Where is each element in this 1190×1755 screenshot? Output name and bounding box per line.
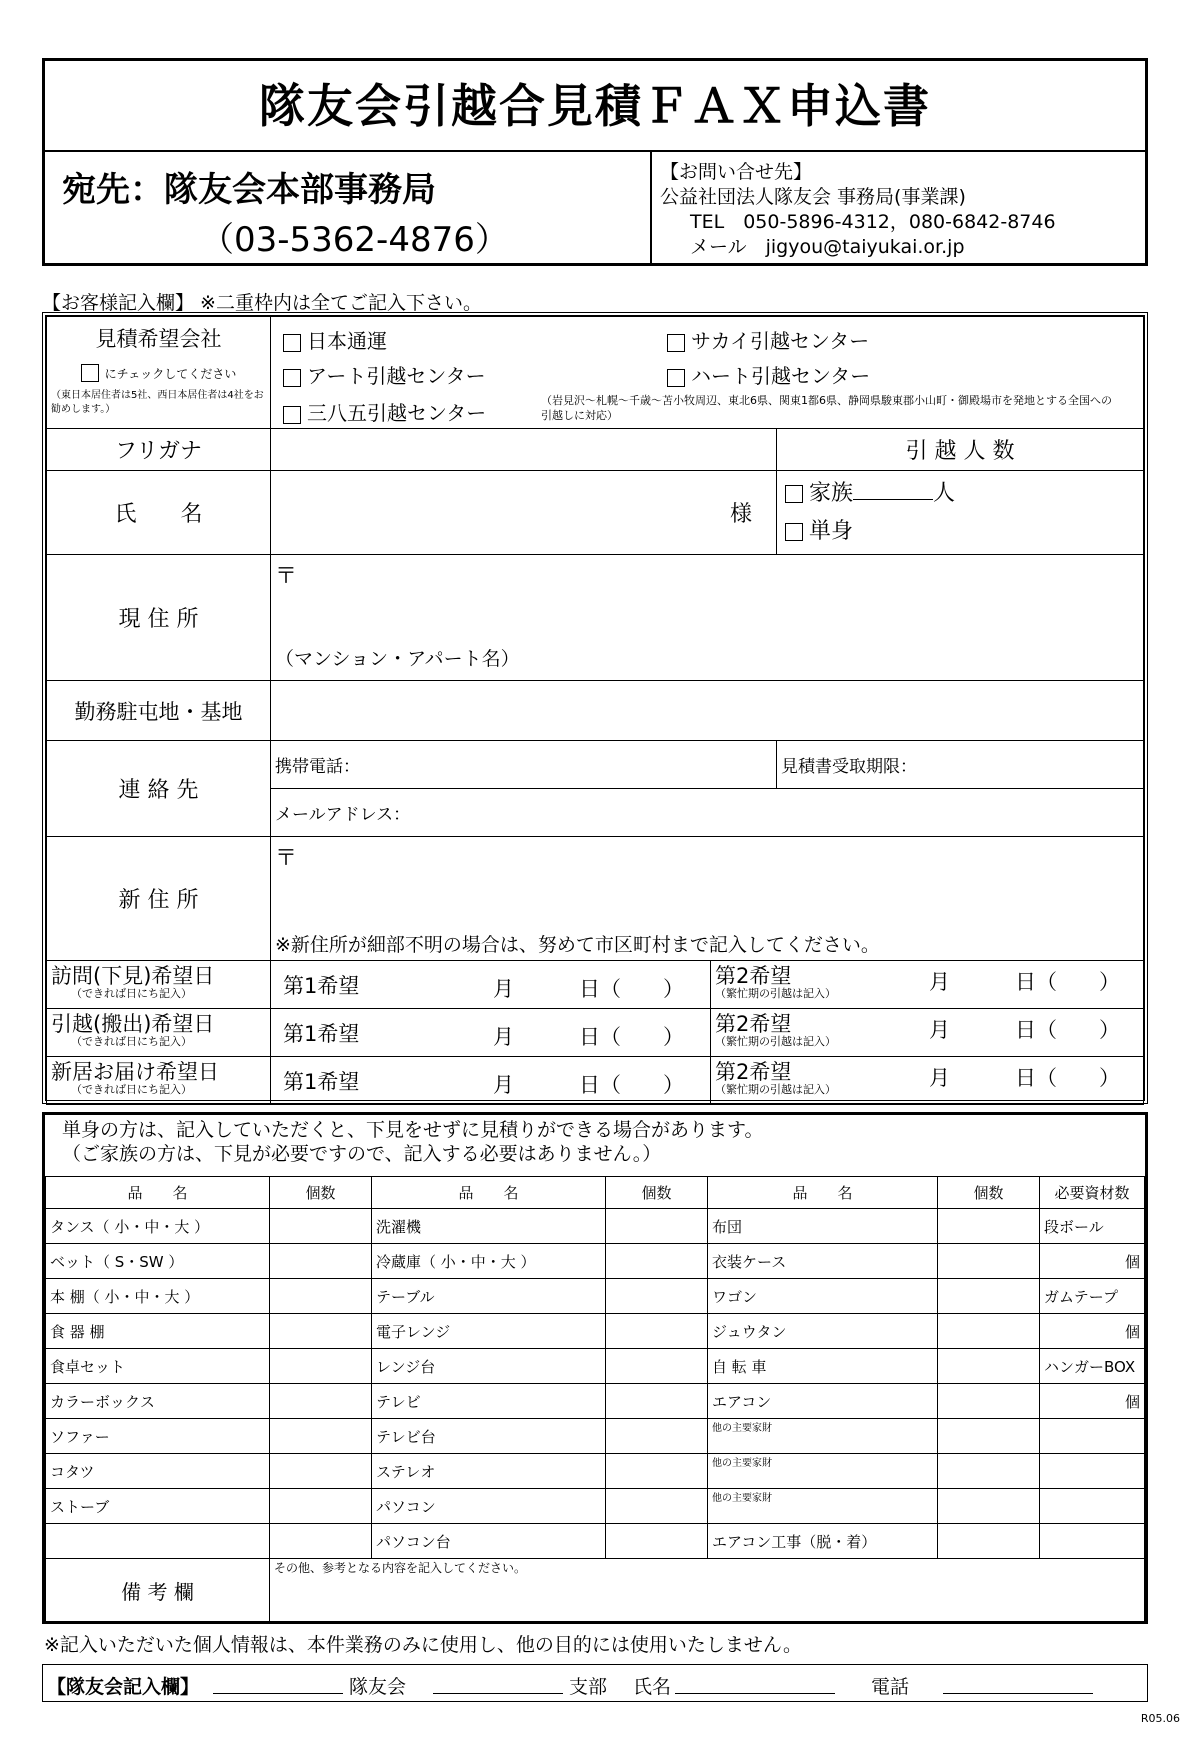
items-table — [45, 1176, 1145, 1559]
item-count-field[interactable] — [938, 1524, 1040, 1559]
deadline-field[interactable] — [777, 741, 1144, 789]
sama-suffix: 様 — [729, 502, 752, 527]
material-unit: 個 — [1124, 1252, 1140, 1271]
name-label: 氏 名 — [47, 471, 271, 555]
first-choice-label: 第1希望 — [283, 973, 360, 998]
material-cell[interactable] — [1040, 1489, 1145, 1524]
second-choice-label: 第2希望 — [715, 1059, 792, 1084]
check-note: にチェックしてください — [104, 367, 237, 381]
material-cell[interactable] — [1040, 1384, 1145, 1419]
family-count-blank[interactable] — [853, 479, 933, 500]
items-row — [46, 1209, 1145, 1244]
item-name: 他の主要家財 — [708, 1419, 938, 1454]
item-count-field[interactable] — [270, 1384, 372, 1419]
deadline-label: 見積書受取期限： — [781, 757, 917, 777]
single-option[interactable] — [785, 513, 1139, 551]
item-name: パソコン台 — [372, 1524, 606, 1559]
material-cell[interactable] — [1040, 1524, 1145, 1559]
item-count-field[interactable] — [606, 1454, 708, 1489]
checkbox-icon[interactable] — [283, 406, 301, 424]
day-label: 日（ ） — [1015, 1018, 1120, 1042]
item-name: エアコン工事（脱・着） — [708, 1524, 938, 1559]
item-name: 洗濯機 — [372, 1209, 606, 1244]
item-count-field[interactable] — [270, 1349, 372, 1384]
contact-label: 連 絡 先 — [47, 741, 271, 837]
material-cell[interactable] — [1040, 1454, 1145, 1489]
day-label: 日（ ） — [579, 1073, 684, 1097]
east-west-note: （東日本居住者は5社、西日本居住者は4社をお勧めします。） — [51, 390, 264, 415]
item-name: 他の主要家財 — [708, 1489, 938, 1524]
item-count-field[interactable] — [938, 1489, 1040, 1524]
item-name: タンス（ 小・中・大 ） — [46, 1209, 270, 1244]
item-count-field[interactable] — [938, 1209, 1040, 1244]
day-label: 日（ ） — [1015, 970, 1120, 994]
work-base-label: 勤務駐屯地・基地 — [47, 681, 271, 741]
remarks-field[interactable] — [270, 1559, 1145, 1622]
inquiry-divider — [650, 150, 652, 266]
date-label-cell — [47, 1009, 271, 1057]
item-count-field[interactable] — [938, 1279, 1040, 1314]
inquiry-org: 公益社団法人隊友会 事務局(事業課) — [660, 186, 966, 208]
new-address-field[interactable] — [271, 837, 1144, 961]
remarks-table — [45, 1558, 1145, 1622]
item-name: ワゴン — [708, 1279, 938, 1314]
checkbox-icon[interactable] — [785, 523, 803, 541]
item-count-field[interactable] — [606, 1244, 708, 1279]
material-unit: 個 — [1124, 1392, 1140, 1411]
email-field[interactable] — [271, 789, 1144, 837]
month-label: 月 — [929, 1066, 950, 1090]
day-label: 日（ ） — [579, 1025, 684, 1049]
item-name: テレビ — [372, 1384, 606, 1419]
item-name: エアコン — [708, 1384, 938, 1419]
mobile-field[interactable] — [271, 741, 777, 789]
furigana-label: フリガナ — [47, 429, 271, 471]
item-count-field[interactable] — [938, 1419, 1040, 1454]
material-unit: 個 — [1124, 1322, 1140, 1341]
item-count-field[interactable] — [606, 1349, 708, 1384]
second-choice-label: 第2希望 — [715, 1011, 792, 1036]
furigana-field[interactable] — [271, 429, 777, 471]
item-count-field[interactable] — [270, 1454, 372, 1489]
inquiry-mail: メール jigyou@taiyukai.or.jp — [690, 236, 965, 258]
material-cell[interactable] — [1040, 1244, 1145, 1279]
item-count-field[interactable] — [270, 1279, 372, 1314]
items-header: 個数 — [938, 1177, 1040, 1209]
items-header: 品 名 — [46, 1177, 270, 1209]
remarks-label: 備 考 欄 — [46, 1559, 270, 1622]
staff-taiyukai-label: 隊友会 — [349, 1676, 407, 1698]
page-title: 隊友会引越合見積ＦＡＸ申込書 — [259, 79, 931, 133]
date-row-move-out — [47, 1009, 1144, 1057]
items-row — [46, 1244, 1145, 1279]
new-address-note: ※新住所が細部不明の場合は、努めて市区町村まで記入してください。 — [275, 934, 880, 956]
company-option-sakai[interactable] — [667, 325, 869, 354]
date-label-cell — [47, 1057, 271, 1105]
item-name: 食 器 棚 — [46, 1314, 270, 1349]
item-count-field[interactable] — [606, 1524, 708, 1559]
item-count-field[interactable] — [270, 1489, 372, 1524]
companies-table — [46, 316, 1144, 429]
staff-row — [42, 1664, 1148, 1702]
family-label: 家族 — [809, 480, 854, 506]
staff-taiyukai-blank[interactable] — [213, 1693, 343, 1694]
items-intro — [62, 1118, 763, 1166]
check-instruction — [51, 359, 266, 383]
companies-label: 見積希望会社 — [95, 327, 222, 351]
items-row — [46, 1524, 1145, 1559]
item-count-field[interactable] — [606, 1489, 708, 1524]
first-choice-label: 第1希望 — [283, 1069, 360, 1094]
moving-people-options — [777, 471, 1144, 555]
items-header: 個数 — [270, 1177, 372, 1209]
company-label: サカイ引越センター — [691, 329, 870, 353]
postal-mark: 〒 — [275, 564, 298, 589]
staff-name-label: 氏名 — [633, 1676, 672, 1698]
recipient-label: 宛先：隊友会本部事務局 — [62, 170, 436, 210]
item-name: 他の主要家財 — [708, 1454, 938, 1489]
item-name: ジュウタン — [708, 1314, 938, 1349]
item-name: レンジ台 — [372, 1349, 606, 1384]
item-name — [46, 1524, 270, 1559]
checkbox-icon[interactable] — [283, 369, 301, 387]
remarks-note: その他、参考となる内容を記入してください。 — [274, 1561, 527, 1575]
items-header: 品 名 — [708, 1177, 938, 1209]
day-label: 日（ ） — [579, 977, 684, 1001]
second-choice-label: 第2希望 — [715, 963, 792, 988]
date-sub: （できれば日にち記入） — [71, 986, 192, 1000]
personal-info-table — [46, 428, 1144, 961]
inquiry-tel: TEL 050-5896-4312，080-6842-8746 — [690, 211, 1056, 233]
item-name: ソファー — [46, 1419, 270, 1454]
item-count-field[interactable] — [938, 1454, 1040, 1489]
items-row — [46, 1489, 1145, 1524]
month-label: 月 — [493, 977, 514, 1001]
material-cell[interactable] — [1040, 1279, 1145, 1314]
items-row — [46, 1384, 1145, 1419]
company-option-heart[interactable] — [667, 360, 870, 389]
items-intro-line: （ご家族の方は、下見が必要ですので、記入する必要はありません。） — [62, 1143, 662, 1165]
item-name: ベット（ S・SW ） — [46, 1244, 270, 1279]
company-option-nittsu[interactable] — [283, 325, 387, 354]
second-choice-cell[interactable] — [711, 1009, 1144, 1057]
item-count-field[interactable] — [270, 1244, 372, 1279]
second-choice-note: （繁忙期の引越は記入） — [715, 1034, 836, 1048]
first-choice-cell[interactable] — [271, 961, 711, 1009]
company-label: アート引越センター — [307, 364, 486, 388]
email-label: メールアドレス： — [275, 805, 411, 825]
item-name: カラーボックス — [46, 1384, 270, 1419]
item-name: 電子レンジ — [372, 1314, 606, 1349]
items-row — [46, 1419, 1145, 1454]
company-option-sanpachigo[interactable] — [283, 397, 486, 426]
items-intro-line: 単身の方は、記入していただくと、下見をせずに見積りができる場合があります。 — [62, 1119, 764, 1141]
second-choice-cell[interactable] — [711, 1057, 1144, 1105]
item-count-field[interactable] — [270, 1419, 372, 1454]
item-count-field[interactable] — [606, 1384, 708, 1419]
current-address-field[interactable] — [271, 555, 1144, 681]
date-label: 新居お届け希望日 — [51, 1059, 219, 1084]
company-option-art[interactable] — [283, 360, 486, 389]
items-row — [46, 1349, 1145, 1384]
item-name: 本 棚（ 小・中・大 ） — [46, 1279, 270, 1314]
staff-label: 【隊友会記入欄】 — [47, 1676, 200, 1698]
item-count-field[interactable] — [270, 1524, 372, 1559]
item-count-field[interactable] — [938, 1349, 1040, 1384]
checkbox-icon[interactable] — [785, 485, 803, 503]
item-count-field[interactable] — [270, 1314, 372, 1349]
date-sub: （できれば日にち記入） — [71, 1082, 192, 1096]
date-sub: （できれば日にち記入） — [71, 1034, 192, 1048]
staff-branch-label: 支部 — [569, 1676, 608, 1698]
checkbox-icon[interactable] — [667, 369, 685, 387]
item-name: テーブル — [372, 1279, 606, 1314]
material-cell[interactable] — [1040, 1314, 1145, 1349]
mobile-label: 携帯電話： — [275, 757, 360, 777]
material-cell[interactable] — [1040, 1209, 1145, 1244]
moving-people-label: 引 越 人 数 — [777, 429, 1144, 471]
second-choice-cell[interactable] — [711, 961, 1144, 1009]
item-name: 冷蔵庫（ 小・中・大 ） — [372, 1244, 606, 1279]
items-header: 個数 — [606, 1177, 708, 1209]
version-label: R05.06 — [1140, 1712, 1180, 1725]
items-row — [46, 1279, 1145, 1314]
name-field[interactable] — [271, 471, 777, 555]
inquiry-heading: 【お問い合せ先】 — [660, 161, 813, 183]
customer-section-heading: 【お客様記入欄】 ※二重枠内は全てご記入下さい。 — [42, 292, 482, 314]
material-label: 段ボール — [1044, 1217, 1104, 1236]
family-unit: 人 — [933, 480, 956, 506]
sanpachigo-note: （岩見沢～札幌～千歳～苫小牧周辺、東北6県、関東1都6県、静岡県駿東郡小山町・御殿場市を発地とする全国への引越しに対応） — [541, 394, 1112, 422]
second-choice-note: （繁忙期の引越は記入） — [715, 1082, 836, 1096]
item-count-field[interactable] — [606, 1314, 708, 1349]
item-name: 布団 — [708, 1209, 938, 1244]
mansion-note: （マンション・アパート名） — [275, 648, 520, 670]
postal-mark: 〒 — [275, 846, 298, 871]
item-name: ストーブ — [46, 1489, 270, 1524]
material-label: ガムテープ — [1044, 1287, 1118, 1306]
day-label: 日（ ） — [1015, 1066, 1120, 1090]
date-label: 引越(搬出)希望日 — [51, 1011, 215, 1036]
item-count-field[interactable] — [938, 1384, 1040, 1419]
item-count-field[interactable] — [606, 1209, 708, 1244]
item-name: コタツ — [46, 1454, 270, 1489]
current-address-label: 現 住 所 — [47, 555, 271, 681]
staff-phone-blank[interactable] — [943, 1693, 1093, 1694]
items-header: 必要資材数 — [1040, 1177, 1145, 1209]
title-divider — [42, 150, 1148, 152]
date-label-cell — [47, 961, 271, 1009]
staff-phone-label: 電話 — [871, 1676, 910, 1698]
month-label: 月 — [929, 1018, 950, 1042]
material-cell[interactable] — [1040, 1419, 1145, 1454]
dates-table — [46, 960, 1144, 1105]
items-row — [46, 1454, 1145, 1489]
staff-branch-blank[interactable] — [433, 1693, 563, 1694]
item-name: パソコン — [372, 1489, 606, 1524]
company-label: 三八五引越センター — [307, 401, 487, 425]
date-row-visit — [47, 961, 1144, 1009]
companies-options-cell — [271, 317, 1144, 429]
items-header-row — [46, 1177, 1145, 1209]
first-choice-label: 第1希望 — [283, 1021, 360, 1046]
company-label: ハート引越センター — [691, 364, 871, 388]
month-label: 月 — [493, 1025, 514, 1049]
item-count-field[interactable] — [270, 1209, 372, 1244]
work-base-field[interactable] — [271, 681, 1144, 741]
single-label: 単身 — [809, 518, 854, 544]
second-choice-note: （繁忙期の引越は記入） — [715, 986, 836, 1000]
item-name: テレビ台 — [372, 1419, 606, 1454]
month-label: 月 — [493, 1073, 514, 1097]
first-choice-cell[interactable] — [271, 1009, 711, 1057]
item-name: 衣装ケース — [708, 1244, 938, 1279]
month-label: 月 — [929, 970, 950, 994]
item-name: 食卓セット — [46, 1349, 270, 1384]
item-name: 自 転 車 — [708, 1349, 938, 1384]
item-name: ステレオ — [372, 1454, 606, 1489]
staff-name-blank[interactable] — [675, 1693, 835, 1694]
item-count-field[interactable] — [606, 1279, 708, 1314]
new-address-label: 新 住 所 — [47, 837, 271, 961]
companies-label-cell — [47, 317, 271, 429]
items-header: 品 名 — [372, 1177, 606, 1209]
material-cell[interactable] — [1040, 1349, 1145, 1384]
family-option[interactable] — [785, 475, 1139, 513]
material-label: ハンガーBOX — [1044, 1357, 1136, 1376]
date-label: 訪問(下見)希望日 — [51, 963, 215, 988]
sample-checkbox-icon — [81, 364, 99, 382]
checkbox-icon[interactable] — [667, 334, 685, 352]
privacy-note: ※記入いただいた個人情報は、本件業務のみに使用し、他の目的には使用いたしません。 — [44, 1634, 803, 1656]
item-count-field[interactable] — [938, 1314, 1040, 1349]
recipient-fax: （03-5362-4876） — [200, 220, 509, 260]
checkbox-icon[interactable] — [283, 334, 301, 352]
date-row-delivery — [47, 1057, 1144, 1105]
first-choice-cell[interactable] — [271, 1057, 711, 1105]
company-label: 日本通運 — [307, 329, 387, 353]
inquiry-block — [660, 160, 1056, 260]
items-row — [46, 1314, 1145, 1349]
item-count-field[interactable] — [938, 1244, 1040, 1279]
item-count-field[interactable] — [606, 1419, 708, 1454]
